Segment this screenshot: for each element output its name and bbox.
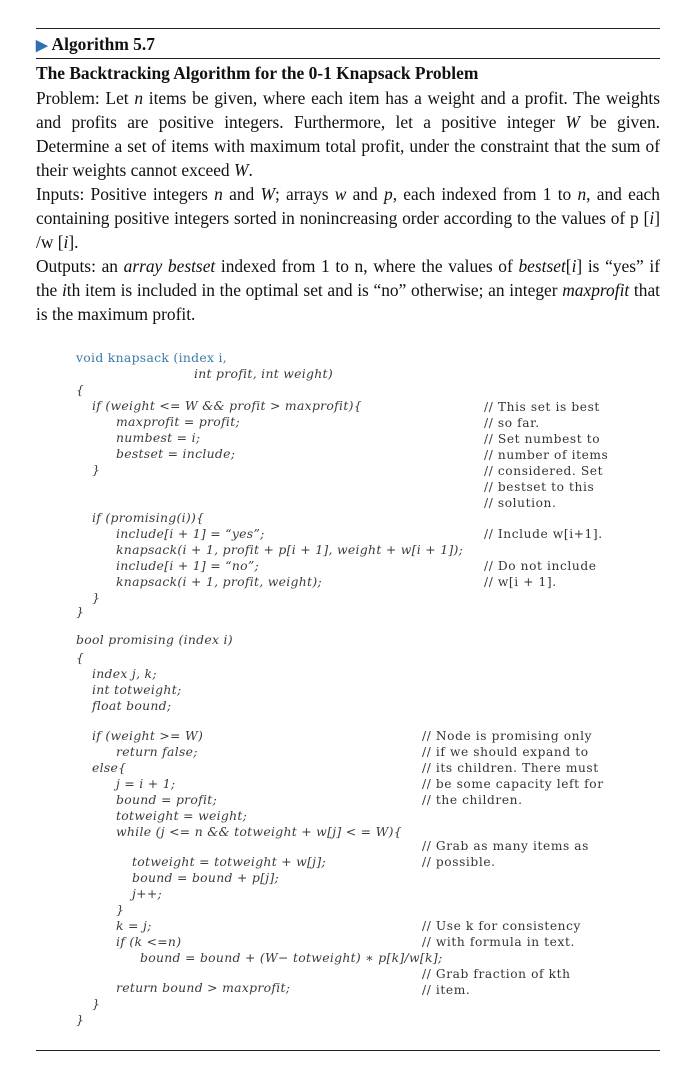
- inputs-paragraph: Inputs: Positive integers n and W; arrays w and p, each indexed from 1 to n, and each containing positive integers sorted in nonincreasing order according to the values of p [i] /w [i].: [36, 184, 660, 252]
- code-comment: // considered. Set: [484, 464, 604, 478]
- code-line: j = i + 1;: [116, 776, 176, 791]
- code-line: if (k <=n): [116, 934, 182, 949]
- code-line: int totweight;: [92, 682, 182, 697]
- code-line: knapsack(i + 1, profit + p[i + 1], weight + w[i + 1]);: [116, 542, 464, 557]
- code-comment: // number of items: [484, 448, 609, 462]
- code-line: bool promising (index i): [76, 632, 233, 647]
- code-line: if (weight >= W): [92, 728, 204, 743]
- algorithm-title: The Backtracking Algorithm for the 0-1 Knapsack Problem: [36, 63, 479, 83]
- algorithm-label: ▶ Algorithm 5.7: [36, 34, 155, 54]
- code-line: while (j <= n && totweight + w[j] < = W){: [116, 824, 402, 839]
- code-line: bound = profit;: [116, 792, 218, 807]
- code-line: {: [76, 650, 85, 665]
- code-line: }: [92, 996, 101, 1011]
- code-line: include[i + 1] = “yes”;: [116, 526, 265, 541]
- code-comment: // Use k for consistency: [422, 919, 581, 933]
- code-line: numbest = i;: [116, 430, 201, 445]
- code-line: return bound > maxprofit;: [116, 980, 291, 995]
- code-comment: // solution.: [484, 496, 557, 510]
- code-line: int profit, int weight): [194, 366, 333, 381]
- code-comment: // its children. There must: [422, 761, 599, 775]
- code-line: if (promising(i)){: [92, 510, 205, 525]
- code-line: knapsack(i + 1, profit, weight);: [116, 574, 322, 589]
- code-comment: // with formula in text.: [422, 935, 575, 949]
- code-line: k = j;: [116, 918, 152, 933]
- code-line: float bound;: [92, 698, 172, 713]
- code-comment: // possible.: [422, 855, 496, 869]
- code-line: j++;: [132, 886, 162, 901]
- code-comment: // if we should expand to: [422, 745, 589, 759]
- triangle-icon: ▶: [36, 38, 48, 54]
- code-comment: // Grab fraction of kth: [422, 967, 571, 981]
- code-comment: // w[i + 1].: [484, 575, 557, 589]
- code-line: bestset = include;: [116, 446, 236, 461]
- code-line: }: [92, 462, 101, 477]
- code-line: bound = bound + (W− totweight) ∗ p[k]/w[k];: [140, 950, 443, 965]
- code-comment: // This set is best: [484, 400, 600, 414]
- code-line: else{: [92, 760, 127, 775]
- code-comment: // Include w[i+1].: [484, 527, 603, 541]
- code-line: include[i + 1] = “no”;: [116, 558, 260, 573]
- problem-paragraph: Problem: Let n items be given, where each item has a weight and a profit. The weights and profits are positive integers. Furthermore, let a positive integer W be given. Determine a set of items with maximum total profit, under the constraint that the sum of their weights cannot exceed W.: [36, 88, 660, 180]
- bottom-rule: [36, 1050, 660, 1051]
- code-line: }: [116, 902, 125, 917]
- code-comment: // Set numbest to: [484, 432, 601, 446]
- code-comment: // bestset to this: [484, 480, 595, 494]
- outputs-paragraph: Outputs: an array bestset indexed from 1 to n, where the values of bestset[i] is “yes” if the ith item is included in the optimal set and is “no” otherwise; an integer maxprofit that is the maximum profit.: [36, 256, 661, 324]
- code-line: }: [76, 604, 85, 619]
- code-comment: // item.: [422, 983, 471, 997]
- code-line: return false;: [116, 744, 198, 759]
- code-line: void knapsack (index i,: [76, 350, 228, 365]
- code-line: bound = bound + p[j];: [132, 870, 280, 885]
- code-comment: // be some capacity left for: [422, 777, 604, 791]
- code-line: index j, k;: [92, 666, 157, 681]
- code-line: totweight = totweight + w[j];: [132, 854, 326, 869]
- code-line: if (weight <= W && profit > maxprofit){: [92, 398, 362, 413]
- code-line: totweight = weight;: [116, 808, 248, 823]
- code-comment: // Grab as many items as: [422, 839, 590, 853]
- code-line: }: [76, 1012, 85, 1027]
- code-line: maxprofit = profit;: [116, 414, 240, 429]
- code-line: }: [92, 590, 101, 605]
- code-line: {: [76, 382, 85, 397]
- code-comment: // the children.: [422, 793, 523, 807]
- code-comment: // Do not include: [484, 559, 597, 573]
- code-comment: // Node is promising only: [422, 729, 593, 743]
- code-comment: // so far.: [484, 416, 540, 430]
